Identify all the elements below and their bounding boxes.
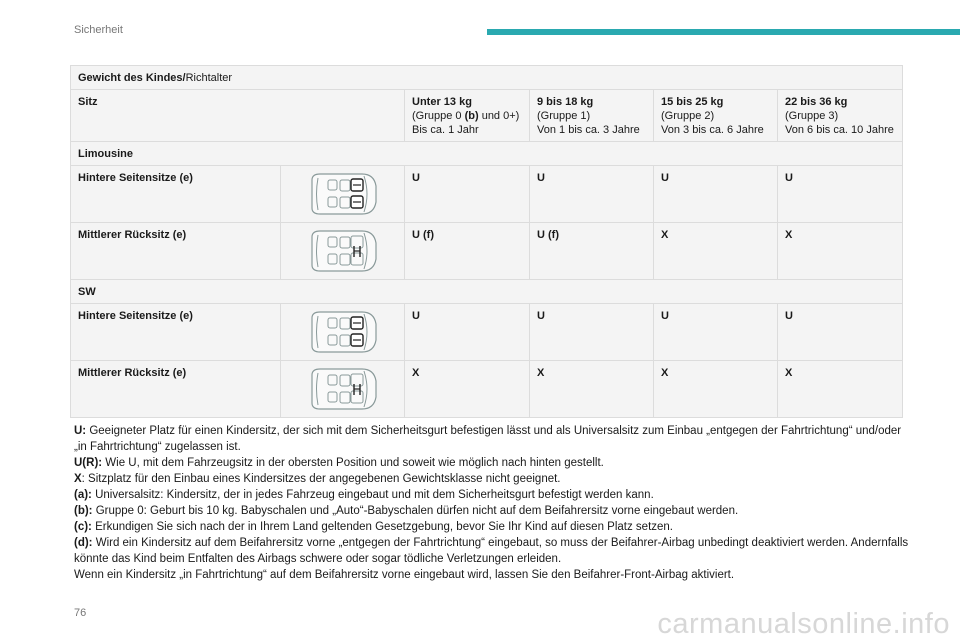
group-header-3 [778,90,903,142]
seat-value: X [778,223,903,280]
seat-label: Hintere Seitensitze (e) [71,166,281,223]
seat-value: U [405,166,530,223]
group-age: Von 3 bis ca. 6 Jahre [661,124,764,136]
section-row-sw [71,280,903,304]
group-weight: 9 bis 18 kg [537,96,594,108]
legend-item: (d): Wird ein Kindersitz auf dem Beifahrersitz vorne „entgegen der Fahrtrichtung“ eingebaut, so muss der Beifahrer-Airbag unbedingt deaktiviert werden. Andernfalls könnte das Kind beim Entfalten des Airbags schwere oder sogar tödliche Verletzungen erleiden. [74,537,909,565]
group-age: Von 1 bis ca. 3 Jahre [537,124,640,136]
seat-value: X [778,361,903,418]
legend-item: U(R): Wie U, mit dem Fahrzeugsitz in der obersten Position und soweit wie möglich nach hinten gestellt. [74,457,604,469]
seat-diagram-cell [281,223,405,280]
section-title-cell: Limousine [71,142,903,166]
legend-item: (a): Universalsitz: Kindersitz, der in jedes Fahrzeug eingebaut und mit dem Sicherheitsgurt befestigt werden kann. [74,489,654,501]
seat-value: X [530,361,654,418]
child-seat-table [70,65,903,418]
group-label: (Gruppe 0 (b) und 0+) [412,110,520,122]
seat-value: U [778,304,903,361]
table-row [71,361,903,418]
seat-header: Sitz [71,90,405,142]
watermark: carmanualsonline.info [657,608,950,640]
legend [74,423,910,583]
group-weight: Unter 13 kg [412,96,472,108]
legend-item: Wenn ein Kindersitz „in Fahrtrichtung“ auf dem Beifahrersitz vorne eingebaut wird, lassen Sie den Beifahrer-Front-Airbag aktiviert. [74,569,735,581]
group-age: Von 6 bis ca. 10 Jahre [785,124,894,136]
group-header-1 [530,90,654,142]
seat-value: U [778,166,903,223]
group-age: Bis ca. 1 Jahr [412,124,479,136]
seat-diagram-cell [281,304,405,361]
seat-value: U [654,304,778,361]
seat-diagram-cell [281,166,405,223]
section-title: Sicherheit [74,24,123,36]
weight-header-label: Gewicht des Kindes/ [78,72,186,84]
page-number: 76 [74,607,87,619]
group-label: (Gruppe 3) [785,110,839,122]
table-row [71,223,903,280]
car-rear-side-seats-icon [306,310,380,358]
legend-item: (b): Gruppe 0: Geburt bis 10 kg. Babyschalen und „Auto“-Babyschalen dürfen nicht auf dem Beifahrersitz vorne eingebaut werden. [74,505,739,517]
seat-value: U (f) [405,223,530,280]
seat-label: Mittlerer Rücksitz (e) [71,223,281,280]
seat-label: Mittlerer Rücksitz (e) [71,361,281,418]
seat-value: X [654,223,778,280]
seat-value: X [405,361,530,418]
group-weight: 22 bis 36 kg [785,96,848,108]
legend-item: U: Geeigneter Platz für einen Kindersitz, der sich mit dem Sicherheitsgurt befestigen lässt und als Universalsitz zum Einbau „entgegen der Fahrtrichtung“ und/oder „in Fahrtrichtung“ zugelassen ist. [74,425,902,453]
seat-label: Hintere Seitensitze (e) [71,304,281,361]
seat-value: U [405,304,530,361]
weight-header-label-rest: Richtalter [185,72,233,84]
group-label: (Gruppe 1) [537,110,591,122]
group-header-2 [654,90,778,142]
group-label: (Gruppe 2) [661,110,715,122]
group-weight: 15 bis 25 kg [661,96,724,108]
legend-item: X: Sitzplatz für den Einbau eines Kindersitzes der angegebenen Gewichtsklasse nicht geeignet. [74,473,561,485]
table-row [71,304,903,361]
seat-value: U [530,304,654,361]
car-rear-middle-seat-icon [306,367,380,415]
seat-diagram-cell [281,361,405,418]
weight-header-cell [71,66,903,90]
group-header-row [71,90,903,142]
seat-value: U [530,166,654,223]
accent-bar [487,29,960,35]
legend-item: (c): Erkundigen Sie sich nach der in Ihrem Land geltenden Gesetzgebung, bevor Sie Ihr Kind auf diesen Platz setzen. [74,521,674,533]
weight-header-row [71,66,903,90]
car-rear-middle-seat-icon [306,229,380,277]
section-title-cell: SW [71,280,903,304]
table-row [71,166,903,223]
group-header-0 [405,90,530,142]
seat-value: U (f) [530,223,654,280]
section-row-limousine [71,142,903,166]
seat-value: X [654,361,778,418]
car-rear-side-seats-icon [306,172,380,220]
seat-value: U [654,166,778,223]
